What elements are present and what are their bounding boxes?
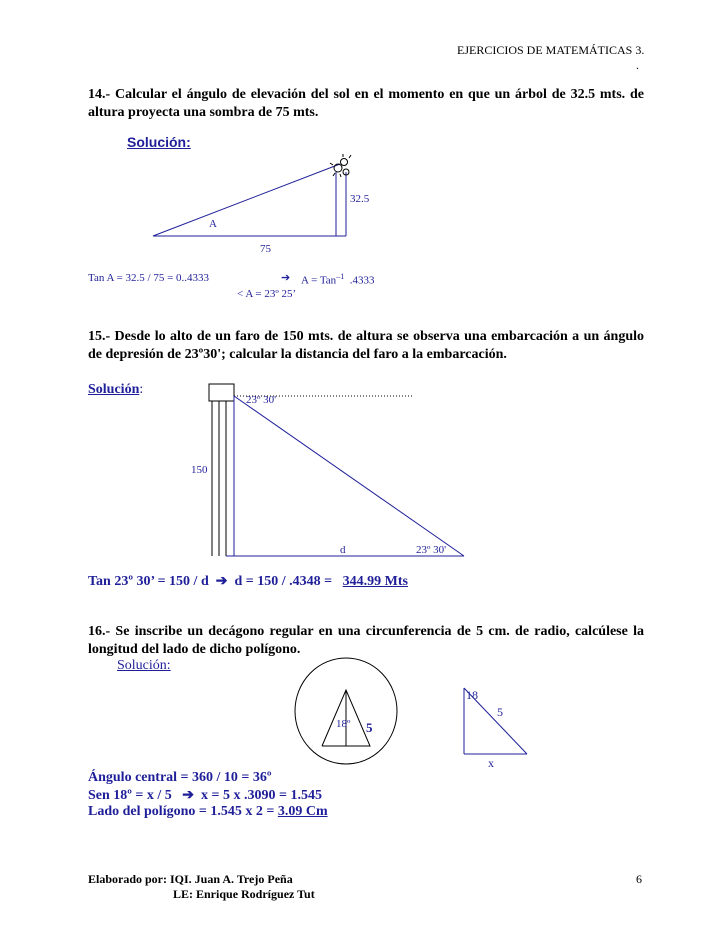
eq-14-right-sup: –1: [336, 272, 345, 281]
line-16-3: [88, 804, 328, 820]
line-16-3-a: Lado del polígono = 1.545 x 2 =: [88, 804, 275, 819]
problem-14-solution-label: Solución:: [127, 134, 191, 150]
eq-14-right-b: .4333: [349, 274, 375, 287]
problem-16-statement: [88, 623, 644, 659]
problem-15-solution-colon: :: [139, 382, 144, 397]
footer-author-line1: Elaborado por: IQI. Juan A. Trejo Peña: [88, 872, 293, 886]
eq-15-left: Tan 23º 30’ = 150 / d: [88, 574, 209, 589]
footer-author-line2: LE: Enrique Rodríguez Tut: [173, 887, 315, 901]
problem-14-triangle: [153, 164, 346, 236]
line-16-2-b: x = 5 x .3090 = 1.545: [201, 788, 322, 803]
label-14-angle: A: [209, 218, 217, 230]
label-16-tri-hyp: 5: [497, 705, 503, 719]
line-16-2: [88, 787, 322, 804]
arrow-icon: ➔: [182, 788, 195, 803]
arrow-icon: ➔: [281, 272, 291, 284]
eq-15-mid: d = 150 / .4348 =: [234, 574, 333, 589]
label-15-top-angle: 23º 30': [246, 394, 277, 406]
label-15-height: 150: [191, 464, 208, 476]
problem-15-text: 15.- Desde lo alto de un faro de 150 mts. de altura se observa una embarcación a un ángulo de depresión de 23º30'; calcular la distancia del faro a la embarcación.: [88, 329, 644, 362]
header-title: EJERCICIOS DE MATEMÁTICAS 3.: [457, 43, 645, 57]
problem-15-solution: [88, 380, 143, 398]
line-16-3-result: 3.09 Cm: [277, 804, 328, 819]
label-14-height: 32.5: [350, 193, 370, 205]
label-16-circle-angle: 18º: [336, 718, 351, 730]
problem-15-statement: [88, 328, 644, 364]
eq-14-left: Tan A = 32.5 / 75 = 0..4333: [88, 272, 210, 284]
problem-16-circle-diagram: [295, 658, 397, 764]
label-16-tri-base: x: [488, 756, 494, 770]
eq-15: [88, 573, 408, 590]
label-15-d: d: [340, 544, 346, 556]
header-dot: .: [636, 58, 639, 72]
problem-16-text: 16.- Se inscribe un decágono regular en una circunferencia de 5 cm. de radio, calcúlese la longitud del lado de dicho polígono.: [88, 624, 644, 657]
footer-page-number: 6: [636, 872, 642, 886]
triangle-15-hypotenuse: [234, 396, 464, 556]
problem-15-solution-label: Solución: [88, 382, 140, 397]
eq-14-right: [301, 272, 374, 287]
label-15-bottom-angle: 23º 30': [416, 544, 447, 556]
result-14: < A = 23º 25’: [237, 288, 297, 300]
label-16-tri-angle: 18: [466, 688, 478, 702]
line-16-2-a: Sen 18º = x / 5: [88, 788, 172, 803]
triangle-14-hypotenuse: [153, 164, 340, 236]
sun-icon: [330, 154, 351, 177]
problem-14-text: 14.- Calcular el ángulo de elevación del sol en el momento en que un árbol de 32.5 mts. de altura proyecta una sombra de 75 mts.: [88, 87, 644, 120]
line-16-1: Ángulo central = 360 / 10 = 36º: [88, 770, 272, 785]
problem-15-diagram: [209, 384, 413, 556]
lighthouse-top: [209, 384, 234, 401]
label-14-base: 75: [260, 243, 271, 255]
problem-16-solution-label: Solución:: [117, 658, 171, 673]
eq-15-result: 344.99 Mts: [342, 574, 408, 589]
label-16-circle-radius: 5: [366, 720, 373, 735]
arrow-icon: ➔: [215, 574, 228, 589]
eq-14-right-a: A = Tan: [301, 274, 337, 287]
